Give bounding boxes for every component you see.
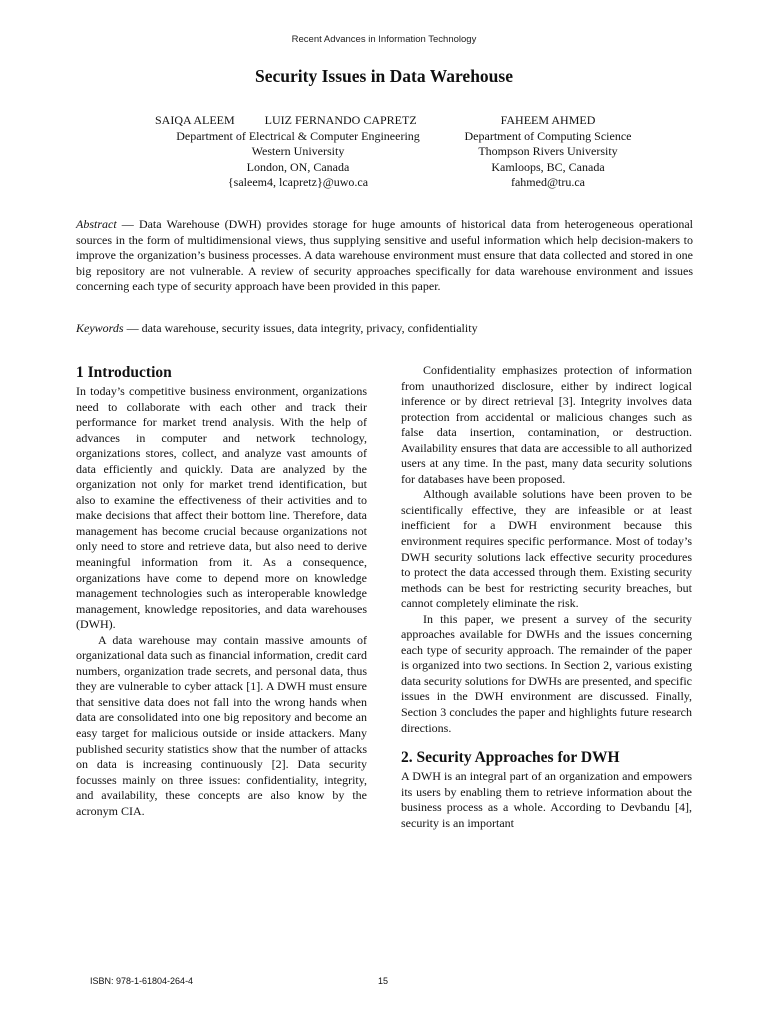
abstract (76, 217, 693, 295)
university: Thompson Rivers University (478, 144, 618, 158)
department: Department of Computing Science (464, 128, 632, 143)
university: Western University (251, 144, 345, 158)
email: fahmed@tru.ca (510, 175, 585, 189)
keywords (76, 321, 693, 337)
left-column (76, 363, 367, 819)
abstract-text: — Data Warehouse (DWH) provides storage for huge amounts of historical data from heterogeneous operational sources in the form of multidimensional views, thus supplying sensitive and useful information which help decision-makers to improve the organization’s business processes. A data warehouse environment must ensure that data collected and stored in one big repository are not vulnerable. A review of security approaches specifically for data warehouse environment and issues concerning each type of security approach have been provided in this paper. (76, 217, 693, 294)
paragraph: A data warehouse may contain massive amounts of organizational data such as financial information, credit card numbers, organization trade secrets, and personal data, thus they are vulnerable to cyber attack [1]. A DWH must ensure that sensitive data does not fall into the wrong hands when data are consolidated into one big repository and become an easy target for malicious outside or inside attackers. Many published security statistics show that the number of attacks on data is increasing continuously [2]. Data security focusses mainly on three issues: confidentiality, integrity, and availability, these concepts are also know by the acronym CIA. (76, 632, 367, 818)
footer-isbn: ISBN: 978-1-61804-264-4 (90, 976, 194, 986)
paragraph: A DWH is an integral part of an organization and empowers its users by enabling them to retrieve information about the business process as a whole. According to Devbandu [4], security is an important (401, 769, 692, 830)
author-name: LUIZ FERNANDO CAPRETZ (264, 113, 417, 127)
paragraph: Confidentiality emphasizes protection of information from unauthorized disclosure, either by indirect logical inference or by direct retrieval [3]. Integrity involves data protection from accidental or malicious changes such as false data insertion, contamination, or destruction. Availability ensures that data are accessible to all authorized users at any time. In the past, many data security solutions for databases have been proposed. (401, 363, 692, 486)
author-group-right (448, 113, 648, 191)
department: Department of Electrical & Computer Engineering (176, 128, 420, 143)
section-heading: 2. Security Approaches for DWH (401, 749, 620, 767)
keywords-label: Keywords (76, 321, 124, 335)
abstract-label: Abstract (76, 217, 117, 231)
author-affiliation-left (148, 129, 448, 191)
author-names-left (155, 113, 480, 129)
section-heading: 1 Introduction (76, 364, 172, 381)
right-column (401, 363, 692, 831)
author-name: FAHEEM AHMED (500, 113, 596, 127)
city: London, ON, Canada (246, 159, 350, 174)
email: {saleem4, lcapretz}@uwo.ca (227, 175, 369, 189)
running-header: Recent Advances in Information Technology (291, 34, 477, 45)
paragraph: Although available solutions have been proven to be scientifically effective, they are infeasible or at least inefficient for a DWH environment because this environment requires specific performance. Most of today’s DWH security solutions lack effective security procedures to protect the data accessed through them. Existing security methods can be best for restricting security breaches, but cannot completely eliminate the risk. (401, 487, 692, 611)
paragraph: In this paper, we present a survey of the security approaches available for DWHs and the issues concerning each type of security approach. The remainder of the paper is organized into two sections. In Section 2, various existing data security solutions for DWHs are presented, and specific issues in the DWH environment are discussed. Finally, Section 3 concludes the paper and highlights future research directions. (401, 611, 692, 735)
author-group-left (140, 113, 480, 191)
paper-title: Security Issues in Data Warehouse (255, 66, 513, 86)
page-number: 15 (378, 976, 389, 986)
paragraph: In today’s competitive business environment, organizations need to collaborate with each other and track their performance for market trend analysis. With the help of advances in computer and network technology, organizations stores, collect, and analyze vast amounts of data efficiently and quickly. Data are analyzed by the organization not only for market trend identification, but also to examine the effectiveness of their activities and to make decisions that affect their bottom line. Therefore, data management has become crucial because organizations not only need to store and retrieve data, but also need to derive meaningful information from it. As a consequence, organizations have come to depend more on knowledge management technologies such as interoperable knowledge management, knowledge repositories, and data warehouses (DWH). (76, 384, 367, 632)
author-name: SAIQA ALEEM (155, 113, 235, 127)
keywords-text: — data warehouse, security issues, data integrity, privacy, confidentiality (123, 321, 478, 335)
city: Kamloops, BC, Canada (491, 159, 605, 174)
